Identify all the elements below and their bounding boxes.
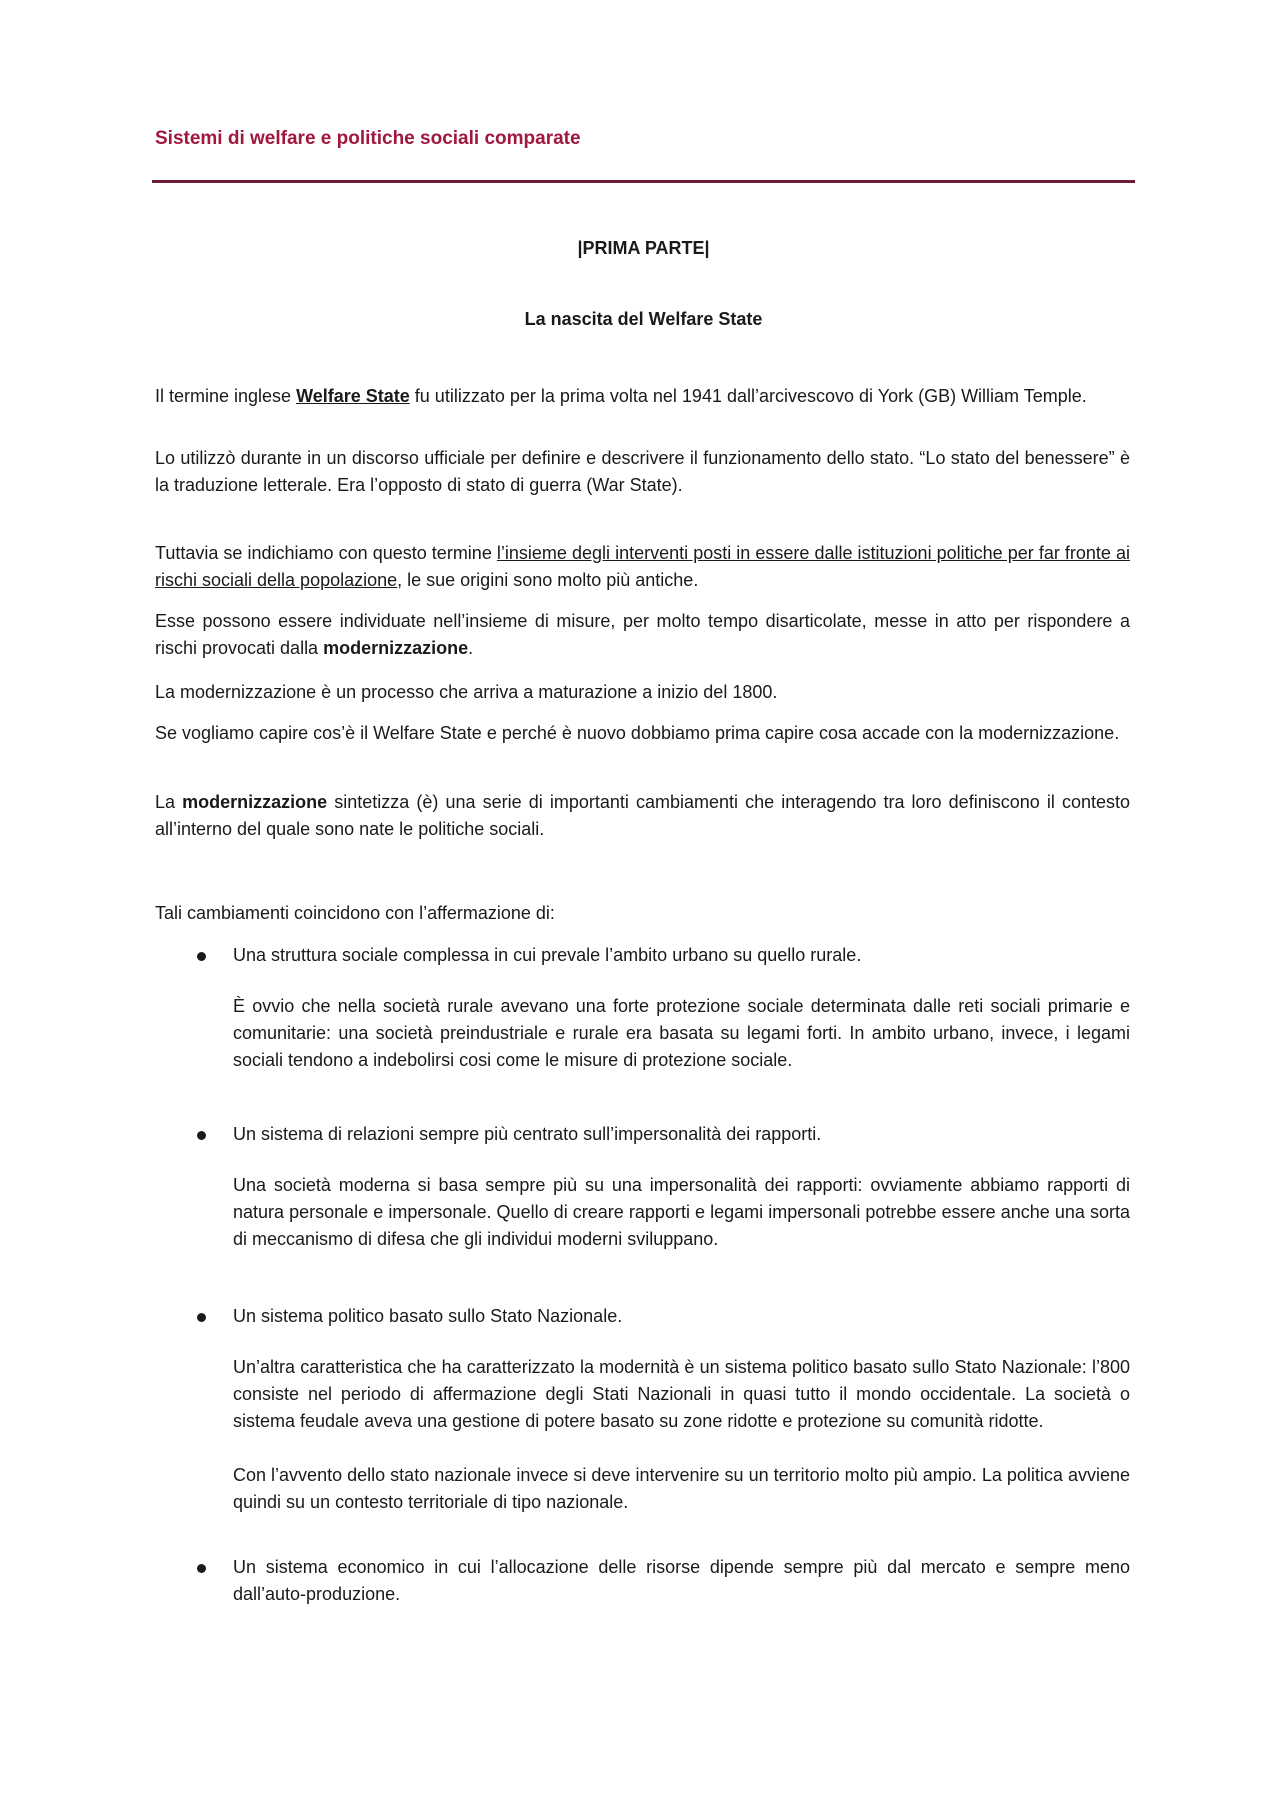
bullet-dot xyxy=(197,1313,206,1322)
paragraph-4: Esse possono essere individuate nell’insieme di misure, per molto tempo disarticolate, messe in atto per rispondere a rischi provocati dalla modernizzazione. xyxy=(155,611,1130,658)
paragraph-6: Se vogliamo capire cos’è il Welfare State e perché è nuovo dobbiamo prima capire cosa accade con la modernizzazione. xyxy=(155,723,1120,743)
header-divider xyxy=(152,180,1135,183)
part-heading: |PRIMA PARTE| xyxy=(577,238,710,258)
bullet-dot xyxy=(197,1131,206,1140)
paragraph-3: Tuttavia se indichiamo con questo termine l’insieme degli interventi posti in essere dalle istituzioni politiche per far fronte ai rischi sociali della popolazione, le sue origini sono molto più antiche. xyxy=(155,543,1130,590)
bullet-dot xyxy=(197,952,206,961)
document-header-title: Sistemi di welfare e politiche sociali comparate xyxy=(155,128,581,149)
section-title: La nascita del Welfare State xyxy=(524,309,763,329)
paragraph-2: Lo utilizzò durante in un discorso ufficiale per definire e descrivere il funzionamento dello stato. “Lo stato del benessere” è la traduzione letterale. Era l’opposto di stato di guerra (War State). xyxy=(155,448,1130,495)
bullet-4-heading: Un sistema economico in cui l’allocazione delle risorse dipende sempre più dal mercato e sempre meno dall’auto-produzione. xyxy=(233,1557,1130,1604)
bullet-2-heading: Un sistema di relazioni sempre più centrato sull’impersonalità dei rapporti. xyxy=(233,1124,822,1144)
definition-underlined: l’insieme degli interventi posti in essere dalle istituzioni politiche per far fronte ai rischi sociali della popolazione xyxy=(155,543,1130,590)
bullet-1-body: È ovvio che nella società rurale avevano una forte protezione sociale determinata dalle reti sociali primarie e comunitarie: una società preindustriale e rurale era basata su legami forti. In ambito urbano, invece, i legami sociali tendono a indebolirsi cosi come le misure di protezione sociale. xyxy=(233,996,1130,1070)
paragraph-7: La modernizzazione sintetizza (è) una serie di importanti cambiamenti che interagendo tra loro definiscono il contesto all’interno del quale sono nate le politiche sociali. xyxy=(155,792,1130,839)
bullet-3-body: Un’altra caratteristica che ha caratterizzato la modernità è un sistema politico basato sullo Stato Nazionale: l’800 consiste nel periodo di affermazione degli Stati Nazionali in quasi tutto il mondo occidentale. La società o sistema feudale aveva una gestione di potere basato su zone ridotte e protezione su comunità ridotte. xyxy=(233,1357,1130,1431)
bullet-3-body-continued: Con l’avvento dello stato nazionale invece si deve intervenire su un territorio molto più ampio. La politica avviene quindi su un contesto territoriale di tipo nazionale. xyxy=(233,1465,1130,1512)
bullet-1-heading: Una struttura sociale complessa in cui prevale l’ambito urbano su quello rurale. xyxy=(233,945,862,965)
bullet-3-heading: Un sistema politico basato sullo Stato Nazionale. xyxy=(233,1306,623,1326)
paragraph-1: Il termine inglese Welfare State fu utilizzato per la prima volta nel 1941 dall’arcivescovo di York (GB) William Temple. xyxy=(155,386,1087,406)
bullet-dot xyxy=(197,1564,206,1573)
bullet-2-body: Una società moderna si basa sempre più su una impersonalità dei rapporti: ovviamente abbiamo rapporti di natura personale e impersonale. Quello di creare rapporti e legami impersonali potrebbe essere anche una sorta di meccanismo di difesa che gli individui moderni sviluppano. xyxy=(233,1175,1130,1249)
paragraph-8: Tali cambiamenti coincidono con l’affermazione di: xyxy=(155,903,555,923)
paragraph-5: La modernizzazione è un processo che arriva a maturazione a inizio del 1800. xyxy=(155,682,778,702)
welfare-state-term: Welfare State xyxy=(296,386,410,406)
